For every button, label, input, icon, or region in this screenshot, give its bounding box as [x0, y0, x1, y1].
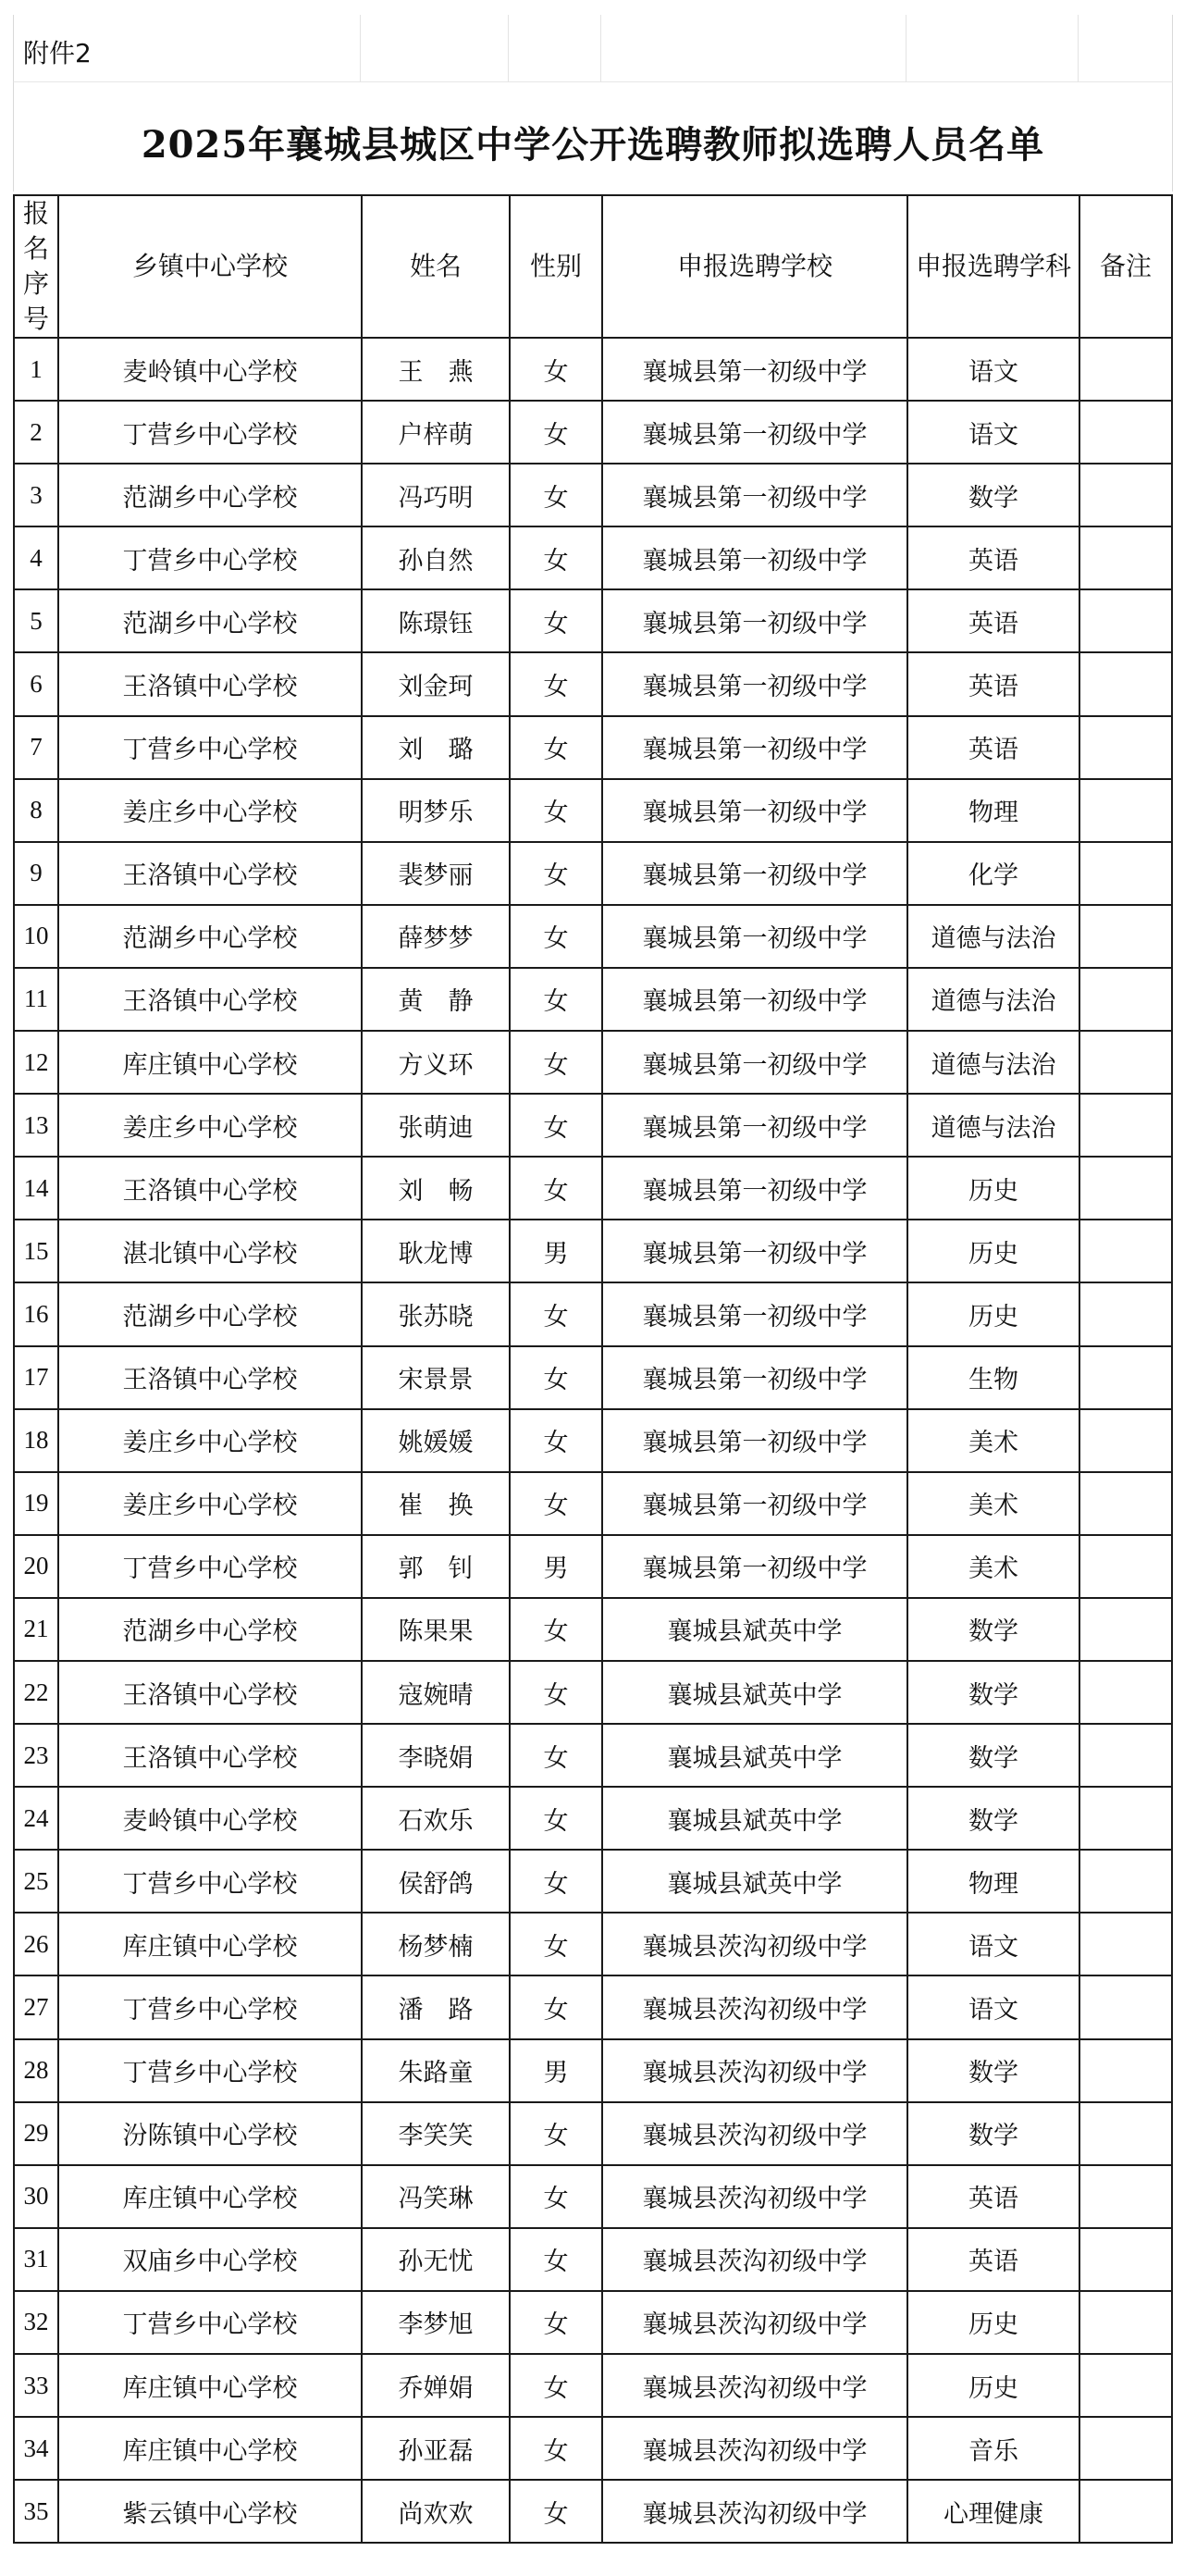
table-row — [14, 1094, 1172, 1157]
cell-no: 8 — [14, 779, 58, 842]
cell-town-school: 王洛镇中心学校 — [58, 1661, 362, 1724]
table-header-row — [14, 195, 1172, 338]
header-gender: 性别 — [510, 195, 602, 338]
cell-no: 20 — [14, 1535, 58, 1598]
cell-note — [1079, 1850, 1172, 1913]
cell-subject: 英语 — [907, 589, 1079, 652]
cell-target-school: 襄城县第一初级中学 — [602, 716, 907, 779]
cell-gender: 女 — [510, 1282, 602, 1345]
cell-gender: 女 — [510, 401, 602, 464]
cell-target-school: 襄城县第一初级中学 — [602, 1094, 907, 1157]
cell-target-school: 襄城县第一初级中学 — [602, 905, 907, 968]
table-row — [14, 1975, 1172, 2038]
cell-subject: 英语 — [907, 526, 1079, 589]
cell-subject: 道德与法治 — [907, 1031, 1079, 1094]
cell-no: 3 — [14, 464, 58, 526]
cell-gender: 女 — [510, 2417, 602, 2480]
cell-gender: 女 — [510, 1094, 602, 1157]
cell-no: 9 — [14, 842, 58, 905]
cell-target-school: 襄城县第一初级中学 — [602, 1282, 907, 1345]
header-subject: 申报选聘学科 — [907, 195, 1079, 338]
cell-subject: 物理 — [907, 779, 1079, 842]
cell-town-school: 丁营乡中心学校 — [58, 526, 362, 589]
table-row — [14, 2102, 1172, 2165]
cell-no: 16 — [14, 1282, 58, 1345]
table-row — [14, 1220, 1172, 1282]
cell-target-school: 襄城县斌英中学 — [602, 1598, 907, 1661]
cell-target-school: 襄城县茨沟初级中学 — [602, 2417, 907, 2480]
cell-gender: 女 — [510, 1975, 602, 2038]
cell-gender: 女 — [510, 1913, 602, 1975]
table-row — [14, 1157, 1172, 1220]
cell-town-school: 库庄镇中心学校 — [58, 1913, 362, 1975]
cell-subject: 语文 — [907, 401, 1079, 464]
cell-no: 15 — [14, 1220, 58, 1282]
cell-gender: 女 — [510, 842, 602, 905]
cell-note — [1079, 2039, 1172, 2102]
cell-note — [1079, 338, 1172, 401]
cell-name: 冯巧明 — [362, 464, 510, 526]
cell-gender: 男 — [510, 1220, 602, 1282]
table-row — [14, 716, 1172, 779]
cell-gender: 女 — [510, 1031, 602, 1094]
table-body — [14, 338, 1172, 2543]
table-row — [14, 1282, 1172, 1345]
header-note: 备注 — [1079, 195, 1172, 338]
table-row — [14, 842, 1172, 905]
table-row — [14, 1409, 1172, 1472]
cell-name: 宋景景 — [362, 1346, 510, 1409]
table-row — [14, 1031, 1172, 1094]
grid-line — [600, 15, 601, 81]
cell-note — [1079, 842, 1172, 905]
cell-town-school: 麦岭镇中心学校 — [58, 1787, 362, 1850]
cell-name: 侯舒鸽 — [362, 1850, 510, 1913]
cell-gender: 女 — [510, 2291, 602, 2354]
cell-town-school: 丁营乡中心学校 — [58, 2039, 362, 2102]
cell-target-school: 襄城县第一初级中学 — [602, 842, 907, 905]
cell-name: 孙无忧 — [362, 2228, 510, 2291]
cell-subject: 道德与法治 — [907, 905, 1079, 968]
table-row — [14, 2480, 1172, 2543]
cell-name: 黄 静 — [362, 968, 510, 1031]
cell-target-school: 襄城县第一初级中学 — [602, 1346, 907, 1409]
cell-no: 22 — [14, 1661, 58, 1724]
cell-target-school: 襄城县茨沟初级中学 — [602, 2354, 907, 2417]
table-row — [14, 401, 1172, 464]
cell-target-school: 襄城县茨沟初级中学 — [602, 2228, 907, 2291]
cell-gender: 女 — [510, 2165, 602, 2228]
cell-town-school: 库庄镇中心学校 — [58, 2417, 362, 2480]
cell-no: 33 — [14, 2354, 58, 2417]
cell-note — [1079, 652, 1172, 715]
cell-subject: 语文 — [907, 1913, 1079, 1975]
cell-note — [1079, 1220, 1172, 1282]
cell-name: 李梦旭 — [362, 2291, 510, 2354]
table-row — [14, 1535, 1172, 1598]
cell-target-school: 襄城县茨沟初级中学 — [602, 2480, 907, 2543]
cell-subject: 语文 — [907, 338, 1079, 401]
cell-note — [1079, 1661, 1172, 1724]
cell-gender: 女 — [510, 2102, 602, 2165]
table-row — [14, 2417, 1172, 2480]
cell-name: 李笑笑 — [362, 2102, 510, 2165]
cell-note — [1079, 401, 1172, 464]
header-target-school: 申报选聘学校 — [602, 195, 907, 338]
cell-no: 28 — [14, 2039, 58, 2102]
cell-note — [1079, 2228, 1172, 2291]
header-no: 报名序号 — [14, 195, 58, 338]
cell-subject: 历史 — [907, 2354, 1079, 2417]
cell-note — [1079, 464, 1172, 526]
cell-no: 34 — [14, 2417, 58, 2480]
cell-subject: 数学 — [907, 1598, 1079, 1661]
cell-no: 2 — [14, 401, 58, 464]
title-band — [13, 81, 1173, 192]
cell-town-school: 王洛镇中心学校 — [58, 968, 362, 1031]
cell-target-school: 襄城县第一初级中学 — [602, 401, 907, 464]
table-row — [14, 2039, 1172, 2102]
cell-note — [1079, 1913, 1172, 1975]
table-row — [14, 1787, 1172, 1850]
cell-town-school: 姜庄乡中心学校 — [58, 1472, 362, 1535]
cell-name: 寇婉晴 — [362, 1661, 510, 1724]
cell-note — [1079, 779, 1172, 842]
cell-target-school: 襄城县茨沟初级中学 — [602, 2039, 907, 2102]
cell-town-school: 丁营乡中心学校 — [58, 1850, 362, 1913]
cell-name: 张苏晓 — [362, 1282, 510, 1345]
cell-name: 冯笑琳 — [362, 2165, 510, 2228]
cell-no: 14 — [14, 1157, 58, 1220]
cell-name: 陈果果 — [362, 1598, 510, 1661]
cell-subject: 数学 — [907, 2102, 1079, 2165]
table-row — [14, 2165, 1172, 2228]
header-name: 姓名 — [362, 195, 510, 338]
cell-no: 5 — [14, 589, 58, 652]
cell-note — [1079, 1975, 1172, 2038]
table-row — [14, 968, 1172, 1031]
table-row — [14, 1472, 1172, 1535]
cell-target-school: 襄城县第一初级中学 — [602, 779, 907, 842]
cell-town-school: 姜庄乡中心学校 — [58, 779, 362, 842]
cell-no: 18 — [14, 1409, 58, 1472]
cell-name: 乔婵娟 — [362, 2354, 510, 2417]
cell-subject: 美术 — [907, 1535, 1079, 1598]
cell-subject: 历史 — [907, 1220, 1079, 1282]
cell-note — [1079, 1346, 1172, 1409]
cell-note — [1079, 1472, 1172, 1535]
cell-note — [1079, 2102, 1172, 2165]
header-town-school: 乡镇中心学校 — [58, 195, 362, 338]
cell-note — [1079, 1787, 1172, 1850]
cell-gender: 女 — [510, 716, 602, 779]
cell-gender: 女 — [510, 1409, 602, 1472]
cell-name: 薛梦梦 — [362, 905, 510, 968]
cell-subject: 英语 — [907, 2165, 1079, 2228]
cell-town-school: 王洛镇中心学校 — [58, 1346, 362, 1409]
table-row — [14, 2228, 1172, 2291]
cell-name: 刘 畅 — [362, 1157, 510, 1220]
table-row — [14, 2291, 1172, 2354]
cell-no: 21 — [14, 1598, 58, 1661]
cell-gender: 女 — [510, 1787, 602, 1850]
cell-no: 4 — [14, 526, 58, 589]
cell-no: 1 — [14, 338, 58, 401]
cell-town-school: 丁营乡中心学校 — [58, 1535, 362, 1598]
cell-town-school: 王洛镇中心学校 — [58, 1724, 362, 1787]
cell-target-school: 襄城县第一初级中学 — [602, 526, 907, 589]
cell-gender: 女 — [510, 779, 602, 842]
cell-note — [1079, 1409, 1172, 1472]
cell-gender: 女 — [510, 1850, 602, 1913]
cell-subject: 生物 — [907, 1346, 1079, 1409]
cell-subject: 物理 — [907, 1850, 1079, 1913]
cell-name: 孙自然 — [362, 526, 510, 589]
cell-gender: 女 — [510, 2480, 602, 2543]
cell-target-school: 襄城县第一初级中学 — [602, 338, 907, 401]
cell-name: 裴梦丽 — [362, 842, 510, 905]
cell-target-school: 襄城县斌英中学 — [602, 1661, 907, 1724]
cell-target-school: 襄城县斌英中学 — [602, 1787, 907, 1850]
document-title: 2025年襄城县城区中学公开选聘教师拟选聘人员名单 — [141, 123, 1045, 167]
cell-target-school: 襄城县茨沟初级中学 — [602, 1913, 907, 1975]
cell-name: 李晓娟 — [362, 1724, 510, 1787]
cell-subject: 英语 — [907, 652, 1079, 715]
cell-gender: 女 — [510, 1724, 602, 1787]
cell-name: 潘 路 — [362, 1975, 510, 2038]
cell-note — [1079, 968, 1172, 1031]
cell-no: 27 — [14, 1975, 58, 2038]
attachment-header-row — [13, 15, 1173, 81]
cell-target-school: 襄城县茨沟初级中学 — [602, 1975, 907, 2038]
cell-town-school: 湛北镇中心学校 — [58, 1220, 362, 1282]
cell-town-school: 丁营乡中心学校 — [58, 716, 362, 779]
cell-town-school: 王洛镇中心学校 — [58, 842, 362, 905]
cell-no: 23 — [14, 1724, 58, 1787]
cell-gender: 女 — [510, 1598, 602, 1661]
cell-name: 户梓萌 — [362, 401, 510, 464]
cell-town-school: 丁营乡中心学校 — [58, 401, 362, 464]
cell-town-school: 麦岭镇中心学校 — [58, 338, 362, 401]
cell-name: 明梦乐 — [362, 779, 510, 842]
cell-target-school: 襄城县斌英中学 — [602, 1724, 907, 1787]
table-row — [14, 1913, 1172, 1975]
cell-subject: 英语 — [907, 716, 1079, 779]
cell-subject: 美术 — [907, 1472, 1079, 1535]
cell-no: 24 — [14, 1787, 58, 1850]
cell-note — [1079, 2165, 1172, 2228]
cell-subject: 数学 — [907, 1787, 1079, 1850]
cell-note — [1079, 716, 1172, 779]
cell-subject: 心理健康 — [907, 2480, 1079, 2543]
cell-name: 尚欢欢 — [362, 2480, 510, 2543]
cell-target-school: 襄城县茨沟初级中学 — [602, 2102, 907, 2165]
cell-town-school: 王洛镇中心学校 — [58, 652, 362, 715]
cell-no: 12 — [14, 1031, 58, 1094]
cell-target-school: 襄城县第一初级中学 — [602, 1220, 907, 1282]
cell-town-school: 紫云镇中心学校 — [58, 2480, 362, 2543]
table-row — [14, 905, 1172, 968]
cell-gender: 女 — [510, 1157, 602, 1220]
cell-town-school: 范湖乡中心学校 — [58, 589, 362, 652]
cell-town-school: 范湖乡中心学校 — [58, 1282, 362, 1345]
cell-gender: 女 — [510, 652, 602, 715]
cell-target-school: 襄城县第一初级中学 — [602, 1031, 907, 1094]
grid-line — [1078, 15, 1079, 81]
cell-note — [1079, 2291, 1172, 2354]
cell-note — [1079, 905, 1172, 968]
cell-no: 13 — [14, 1094, 58, 1157]
cell-no: 25 — [14, 1850, 58, 1913]
cell-subject: 美术 — [907, 1409, 1079, 1472]
cell-town-school: 丁营乡中心学校 — [58, 1975, 362, 2038]
cell-note — [1079, 2480, 1172, 2543]
cell-note — [1079, 1282, 1172, 1345]
table-row — [14, 589, 1172, 652]
cell-name: 王 燕 — [362, 338, 510, 401]
cell-no: 31 — [14, 2228, 58, 2291]
cell-name: 张萌迪 — [362, 1094, 510, 1157]
table-row — [14, 464, 1172, 526]
cell-gender: 女 — [510, 1661, 602, 1724]
cell-no: 11 — [14, 968, 58, 1031]
cell-town-school: 库庄镇中心学校 — [58, 2165, 362, 2228]
cell-no: 35 — [14, 2480, 58, 2543]
cell-town-school: 范湖乡中心学校 — [58, 905, 362, 968]
cell-gender: 女 — [510, 905, 602, 968]
cell-town-school: 库庄镇中心学校 — [58, 1031, 362, 1094]
cell-target-school: 襄城县第一初级中学 — [602, 652, 907, 715]
cell-note — [1079, 1157, 1172, 1220]
table-row — [14, 1346, 1172, 1409]
cell-note — [1079, 1535, 1172, 1598]
cell-name: 陈璟钰 — [362, 589, 510, 652]
cell-town-school: 姜庄乡中心学校 — [58, 1409, 362, 1472]
table-row — [14, 1661, 1172, 1724]
cell-no: 7 — [14, 716, 58, 779]
cell-gender: 女 — [510, 1346, 602, 1409]
cell-target-school: 襄城县第一初级中学 — [602, 968, 907, 1031]
cell-subject: 音乐 — [907, 2417, 1079, 2480]
cell-target-school: 襄城县第一初级中学 — [602, 1409, 907, 1472]
cell-note — [1079, 526, 1172, 589]
cell-note — [1079, 1031, 1172, 1094]
cell-note — [1079, 2354, 1172, 2417]
cell-gender: 女 — [510, 526, 602, 589]
candidate-table — [13, 194, 1173, 2544]
cell-subject: 数学 — [907, 1661, 1079, 1724]
cell-no: 32 — [14, 2291, 58, 2354]
table-row — [14, 2354, 1172, 2417]
cell-gender: 女 — [510, 338, 602, 401]
cell-subject: 历史 — [907, 2291, 1079, 2354]
table-row — [14, 1850, 1172, 1913]
cell-note — [1079, 1724, 1172, 1787]
cell-no: 19 — [14, 1472, 58, 1535]
cell-town-school: 库庄镇中心学校 — [58, 2354, 362, 2417]
cell-note — [1079, 2417, 1172, 2480]
cell-note — [1079, 1094, 1172, 1157]
cell-no: 26 — [14, 1913, 58, 1975]
cell-subject: 化学 — [907, 842, 1079, 905]
cell-name: 郭 钊 — [362, 1535, 510, 1598]
cell-town-school: 姜庄乡中心学校 — [58, 1094, 362, 1157]
cell-name: 孙亚磊 — [362, 2417, 510, 2480]
cell-name: 耿龙博 — [362, 1220, 510, 1282]
cell-no: 10 — [14, 905, 58, 968]
cell-town-school: 范湖乡中心学校 — [58, 464, 362, 526]
cell-target-school: 襄城县第一初级中学 — [602, 464, 907, 526]
cell-town-school: 王洛镇中心学校 — [58, 1157, 362, 1220]
cell-town-school: 汾陈镇中心学校 — [58, 2102, 362, 2165]
grid-line — [360, 15, 361, 81]
cell-name: 刘 璐 — [362, 716, 510, 779]
cell-no: 30 — [14, 2165, 58, 2228]
cell-gender: 女 — [510, 1472, 602, 1535]
grid-line — [508, 15, 509, 81]
cell-subject: 语文 — [907, 1975, 1079, 2038]
cell-gender: 女 — [510, 2228, 602, 2291]
cell-target-school: 襄城县第一初级中学 — [602, 1535, 907, 1598]
cell-gender: 男 — [510, 2039, 602, 2102]
table-row — [14, 338, 1172, 401]
table-row — [14, 526, 1172, 589]
cell-name: 姚媛媛 — [362, 1409, 510, 1472]
cell-subject: 英语 — [907, 2228, 1079, 2291]
table-row — [14, 652, 1172, 715]
cell-subject: 历史 — [907, 1157, 1079, 1220]
cell-no: 6 — [14, 652, 58, 715]
cell-target-school: 襄城县第一初级中学 — [602, 1472, 907, 1535]
cell-target-school: 襄城县斌英中学 — [602, 1850, 907, 1913]
cell-name: 崔 换 — [362, 1472, 510, 1535]
cell-note — [1079, 1598, 1172, 1661]
cell-subject: 道德与法治 — [907, 968, 1079, 1031]
cell-note — [1079, 589, 1172, 652]
cell-name: 刘金珂 — [362, 652, 510, 715]
cell-subject: 数学 — [907, 1724, 1079, 1787]
cell-town-school: 范湖乡中心学校 — [58, 1598, 362, 1661]
cell-name: 杨梦楠 — [362, 1913, 510, 1975]
cell-target-school: 襄城县第一初级中学 — [602, 589, 907, 652]
table-row — [14, 779, 1172, 842]
cell-subject: 历史 — [907, 1282, 1079, 1345]
cell-subject: 数学 — [907, 464, 1079, 526]
cell-gender: 男 — [510, 1535, 602, 1598]
cell-town-school: 丁营乡中心学校 — [58, 2291, 362, 2354]
cell-target-school: 襄城县茨沟初级中学 — [602, 2291, 907, 2354]
table-row — [14, 1724, 1172, 1787]
cell-subject: 道德与法治 — [907, 1094, 1079, 1157]
cell-target-school: 襄城县茨沟初级中学 — [602, 2165, 907, 2228]
cell-gender: 女 — [510, 968, 602, 1031]
cell-gender: 女 — [510, 2354, 602, 2417]
cell-name: 方义环 — [362, 1031, 510, 1094]
cell-name: 石欢乐 — [362, 1787, 510, 1850]
table-row — [14, 1598, 1172, 1661]
cell-target-school: 襄城县第一初级中学 — [602, 1157, 907, 1220]
cell-name: 朱路童 — [362, 2039, 510, 2102]
cell-gender: 女 — [510, 589, 602, 652]
cell-town-school: 双庙乡中心学校 — [58, 2228, 362, 2291]
cell-no: 29 — [14, 2102, 58, 2165]
cell-gender: 女 — [510, 464, 602, 526]
cell-subject: 数学 — [907, 2039, 1079, 2102]
attachment-label: 附件2 — [23, 38, 92, 68]
cell-no: 17 — [14, 1346, 58, 1409]
